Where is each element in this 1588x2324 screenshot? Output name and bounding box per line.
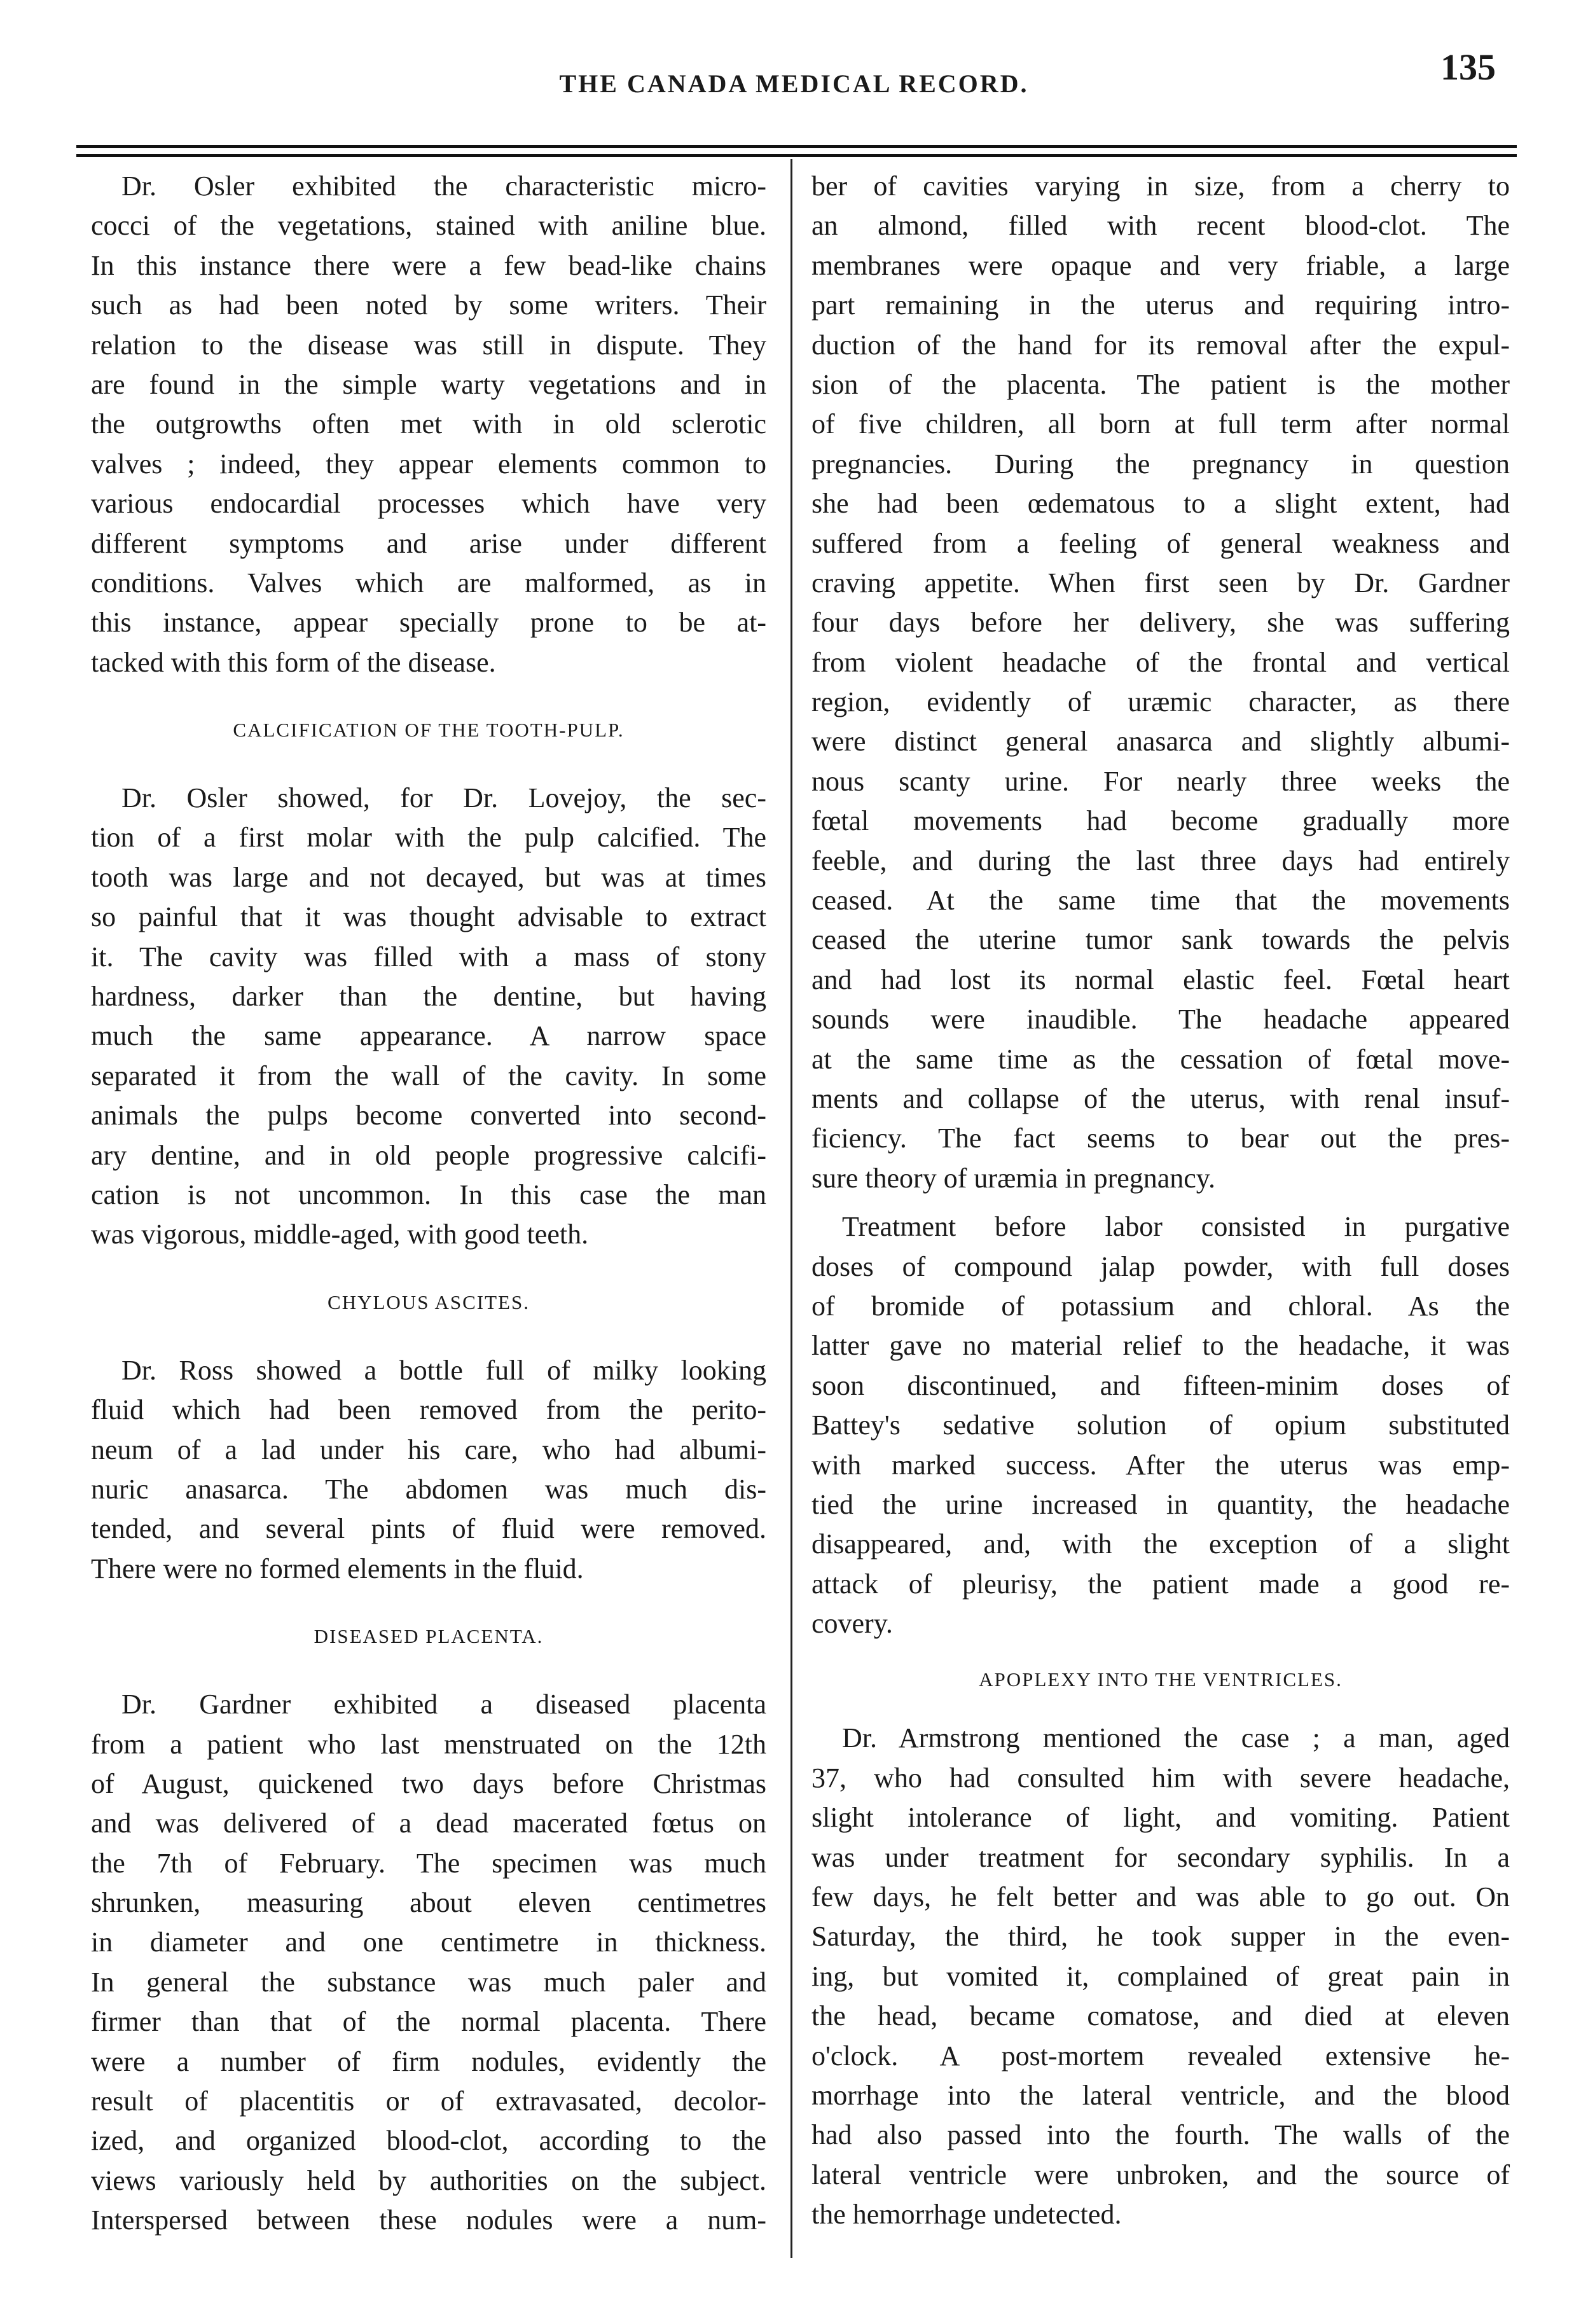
left-column [91, 167, 766, 2241]
text-line: tacked with this form of the disease. [91, 646, 496, 678]
text-line: so painful that it was thought advisable to extract [91, 901, 766, 933]
text-line: Battey's sedative solution of opium substituted [811, 1409, 1510, 1441]
text-line: Dr. Osler showed, for Dr. Lovejoy, the sec- [121, 782, 766, 814]
text-line: doses of compound jalap powder, with full doses [811, 1250, 1510, 1282]
text-line: sure theory of uræmia in pregnancy. [811, 1162, 1215, 1194]
text-line: was under treatment for secondary syphilis. In a [811, 1841, 1510, 1873]
section-heading: DISEASED PLACENTA. [314, 1625, 544, 1648]
text-line: region, evidently of uræmic character, as there [811, 686, 1510, 718]
text-line: ficiency. The fact seems to bear out the pres- [811, 1123, 1510, 1154]
text-line: pregnancies. During the pregnancy in question [811, 448, 1510, 480]
text-line: ing, but vomited it, complained of great pain in [811, 1960, 1510, 1992]
text-line: are found in the simple warty vegetations and in [91, 368, 766, 400]
text-line: an almond, filled with recent blood-clot. The [811, 210, 1510, 242]
text-line: animals the pulps become converted into second- [91, 1100, 766, 1131]
paragraph [811, 1207, 1510, 1643]
text-line: cocci of the vegetations, stained with aniline blue. [91, 210, 766, 242]
text-line: fœtal movements had become gradually more [811, 805, 1510, 837]
text-line: Dr. Armstrong mentioned the case ; a man, aged [842, 1722, 1510, 1754]
paragraph [91, 1351, 766, 1589]
text-line: In general the substance was much paler and [91, 1966, 766, 1998]
text-line: were distinct general anasarca and slightly albumi- [811, 726, 1510, 757]
text-line: o'clock. A post-mortem revealed extensive he- [811, 2040, 1510, 2072]
text-line: duction of the hand for its removal after the expul- [811, 329, 1510, 361]
text-line: had also passed into the fourth. The walls of the [811, 2119, 1510, 2151]
text-line: much the same appearance. A narrow space [91, 1020, 766, 1052]
text-line: ary dentine, and in old people progressive calcifi- [91, 1139, 766, 1171]
text-line: Treatment before labor consisted in purgative [842, 1211, 1510, 1243]
paragraph [811, 1719, 1510, 2234]
text-line: hardness, darker than the dentine, but having [91, 981, 766, 1013]
text-line: membranes were opaque and very friable, a large [811, 249, 1510, 281]
text-line: Interspersed between these nodules were a num- [91, 2204, 766, 2236]
text-line: conditions. Valves which are malformed, as in [91, 567, 766, 598]
text-line: the hemorrhage undetected. [811, 2199, 1122, 2231]
text-line: Saturday, the third, he took supper in the even- [811, 1921, 1510, 1953]
text-line: In this instance there were a few bead-like chains [91, 249, 766, 281]
text-line: attack of pleurisy, the patient made a good re- [811, 1568, 1510, 1600]
text-line: the head, became comatose, and died at eleven [811, 2000, 1510, 2032]
text-line: from a patient who last menstruated on the 12th [91, 1728, 766, 1760]
paragraph [91, 167, 766, 682]
text-line: part remaining in the uterus and requiring intro- [811, 289, 1510, 321]
text-line: in diameter and one centimetre in thickness. [91, 1926, 766, 1958]
text-line: Dr. Osler exhibited the characteristic micro- [121, 170, 766, 202]
text-line: of August, quickened two days before Christmas [91, 1767, 766, 1799]
text-line: ments and collapse of the uterus, with renal insuf- [811, 1082, 1510, 1114]
text-line: tied the urine increased in quantity, the headache [811, 1488, 1510, 1520]
text-line: tended, and several pints of fluid were removed. [91, 1513, 766, 1545]
column-divider [791, 159, 792, 2258]
text-line: nous scanty urine. For nearly three weeks the [811, 765, 1510, 797]
text-line: fluid which had been removed from the perito- [91, 1394, 766, 1426]
text-line: morrhage into the lateral ventricle, and the blood [811, 2079, 1510, 2111]
paragraph [811, 167, 1510, 1198]
text-line: slight intolerance of light, and vomiting. Patient [811, 1802, 1510, 1834]
text-line: Dr. Gardner exhibited a diseased placenta [121, 1689, 766, 1720]
section-heading: APOPLEXY INTO THE VENTRICLES. [979, 1668, 1343, 1691]
text-line: covery. [811, 1608, 893, 1640]
text-line: the 7th of February. The specimen was much [91, 1847, 766, 1879]
text-line: tooth was large and not decayed, but was at times [91, 861, 766, 893]
text-line: sounds were inaudible. The headache appeared [811, 1004, 1510, 1035]
text-line: disappeared, and, with the exception of a slight [811, 1528, 1510, 1560]
text-line: this instance, appear specially prone to be at- [91, 607, 766, 639]
text-line: suffered from a feeling of general weakness and [811, 527, 1510, 559]
paragraph [91, 778, 766, 1255]
running-title: THE CANADA MEDICAL RECORD. [559, 69, 1029, 98]
text-line: cation is not uncommon. In this case the man [91, 1179, 766, 1210]
text-line: with marked success. After the uterus was emp- [811, 1449, 1510, 1481]
right-column [811, 167, 1510, 2235]
text-line: of bromide of potassium and chloral. As the [811, 1290, 1510, 1322]
text-line: Dr. Ross showed a bottle full of milky looking [121, 1354, 766, 1386]
text-line: different symptoms and arise under different [91, 527, 766, 559]
text-line: shrunken, measuring about eleven centimetres [91, 1887, 766, 1919]
text-line: the outgrowths often met with in old sclerotic [91, 408, 766, 440]
text-line: There were no formed elements in the fluid. [91, 1553, 584, 1584]
text-line: of five children, all born at full term after normal [811, 408, 1510, 440]
text-line: nuric anasarca. The abdomen was much dis- [91, 1473, 766, 1505]
header-rule [76, 145, 1517, 148]
text-line: separated it from the wall of the cavity. In some [91, 1060, 766, 1091]
text-line: various endocardial processes which have very [91, 488, 766, 520]
text-line: it. The cavity was filled with a mass of stony [91, 941, 766, 972]
text-line: 37, who had consulted him with severe headache, [811, 1762, 1510, 1794]
text-line: and was delivered of a dead macerated fœtus on [91, 1808, 766, 1839]
text-line: ceased. At the same time that the movements [811, 885, 1510, 916]
text-line: latter gave no material relief to the headache, it was [811, 1330, 1510, 1362]
text-line: lateral ventricle were unbroken, and the source of [811, 2159, 1510, 2190]
text-line: she had been œdematous to a slight extent, had [811, 488, 1510, 520]
text-line: such as had been noted by some writers. Their [91, 289, 766, 321]
text-line: neum of a lad under his care, who had albumi- [91, 1434, 766, 1465]
text-line: few days, he felt better and was able to go out. On [811, 1881, 1510, 1913]
text-line: feeble, and during the last three days had entirely [811, 845, 1510, 876]
text-line: ized, and organized blood-clot, according to the [91, 2125, 766, 2157]
text-line: tion of a first molar with the pulp calcified. The [91, 822, 766, 854]
text-line: from violent headache of the frontal and vertical [811, 646, 1510, 678]
paragraph [91, 1685, 766, 2240]
text-line: soon discontinued, and fifteen-minim doses of [811, 1369, 1510, 1401]
text-line: craving appetite. When first seen by Dr. Gardner [811, 567, 1510, 598]
text-line: four days before her delivery, she was suffering [811, 607, 1510, 639]
text-line: were a number of firm nodules, evidently the [91, 2045, 766, 2077]
text-line: result of placentitis or of extravasated, decolor- [91, 2085, 766, 2117]
text-line: sion of the placenta. The patient is the mother [811, 368, 1510, 400]
text-line: relation to the disease was still in dispute. They [91, 329, 766, 361]
text-line: views variously held by authorities on the subject. [91, 2164, 766, 2196]
text-line: was vigorous, middle-aged, with good teeth. [91, 1219, 589, 1250]
section-heading: CHYLOUS ASCITES. [328, 1290, 530, 1313]
text-line: ber of cavities varying in size, from a cherry to [811, 170, 1510, 202]
text-line: and had lost its normal elastic feel. Fœtal heart [811, 964, 1510, 995]
section-heading: CALCIFICATION OF THE TOOTH-PULP. [233, 719, 625, 742]
text-line: at the same time as the cessation of fœtal move- [811, 1043, 1510, 1075]
text-line: firmer than that of the normal placenta. There [91, 2006, 766, 2038]
text-line: ceased the uterine tumor sank towards the pelvis [811, 924, 1510, 956]
text-line: valves ; indeed, they appear elements common to [91, 448, 766, 480]
page-number: 135 [1440, 46, 1496, 88]
header-rule [76, 154, 1517, 157]
